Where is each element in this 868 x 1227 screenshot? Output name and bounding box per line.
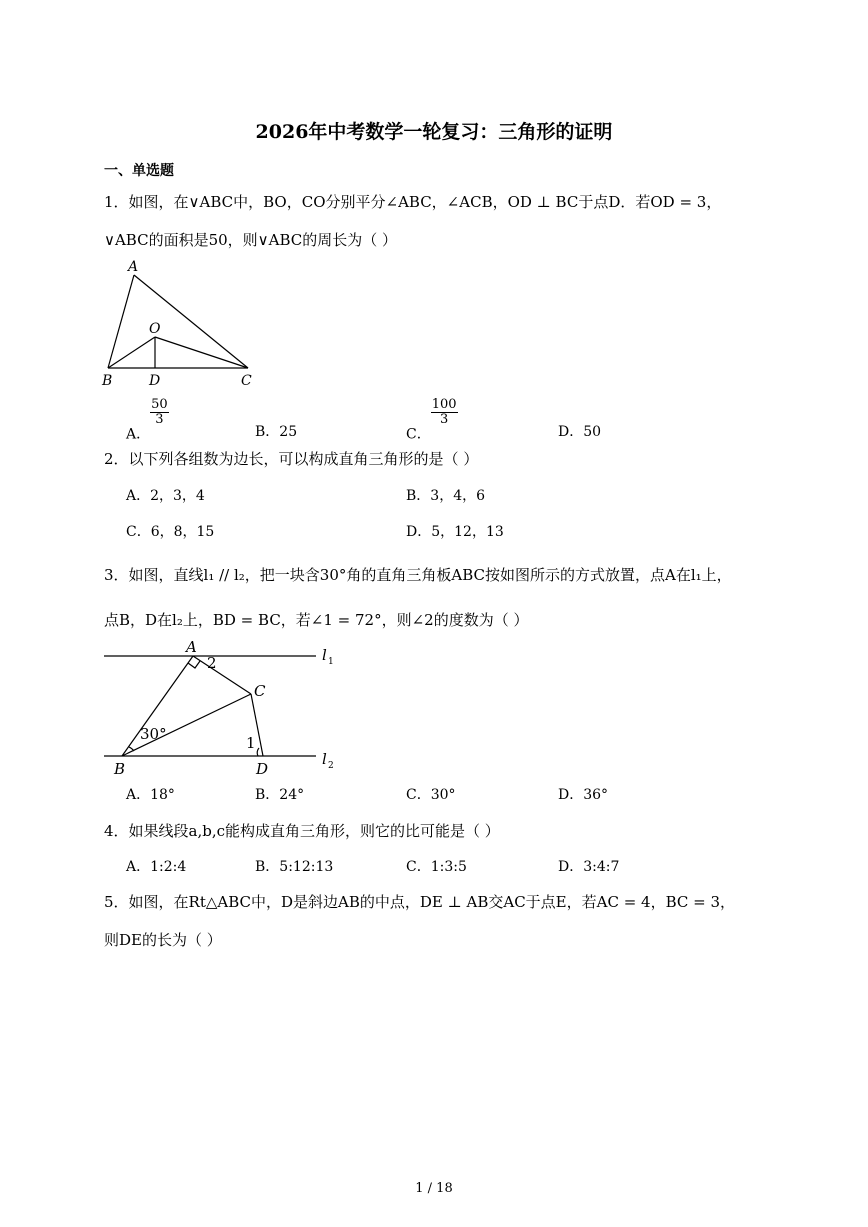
q1-option-a-label: A． xyxy=(126,426,151,443)
q1-label-c: C xyxy=(241,373,252,389)
q1-label-d: D xyxy=(149,373,161,389)
q1-option-c[interactable] xyxy=(406,398,458,444)
q3-stem-line2: 点B，D在l₂上，BD = BC，若∠1 = 72°，则∠2的度数为（ ） xyxy=(104,611,529,629)
q2-option-d[interactable]: D．5，12，13 xyxy=(406,524,504,540)
q3-label-l1-sub: 1 xyxy=(328,657,334,667)
q1-label-a: A xyxy=(128,259,139,275)
page-number: 1 / 18 xyxy=(415,1181,453,1196)
q4-option-b[interactable]: B．5:12:13 xyxy=(255,859,334,875)
q3-label-l2-sub: 2 xyxy=(328,761,334,771)
q3-label-l2: l xyxy=(322,750,327,768)
q1-stem-line1: 1．如图，在∨ABC中，BO，CO分别平分∠ABC，∠ACB，OD ⊥ BC于点D．若OD = 3， xyxy=(104,193,722,211)
q1-option-d[interactable]: D．50 xyxy=(558,424,602,440)
q1-option-c-fraction xyxy=(431,398,458,427)
q1-label-o: O xyxy=(149,321,161,337)
q1-label-b: B xyxy=(102,373,113,389)
q1-option-c-numerator: 100 xyxy=(431,397,457,412)
q3-figure xyxy=(98,636,348,782)
q2-option-c[interactable]: C．6，8，15 xyxy=(126,524,215,540)
q4-option-a[interactable]: A．1:2:4 xyxy=(126,859,187,875)
q5-stem-line1: 5．如图，在Rt△ABC中，D是斜边AB的中点，DE ⊥ AB交AC于点E，若AC = 4，BC = 3， xyxy=(104,893,736,911)
q1-stem-line2: ∨ABC的面积是50，则∨ABC的周长为（ ） xyxy=(104,231,398,249)
q1-figure xyxy=(98,255,268,390)
q3-label-l1: l xyxy=(322,646,327,664)
q3-option-d[interactable]: D．36° xyxy=(558,787,609,803)
q3-angle-1: 1 xyxy=(246,734,256,752)
q2-stem: 2．以下列各组数为边长，可以构成直角三角形的是（ ） xyxy=(104,450,479,468)
q3-label-b: B xyxy=(114,760,126,778)
q1-option-b[interactable]: B．25 xyxy=(255,424,298,440)
q1-option-c-label: C． xyxy=(406,426,431,443)
q5-stem-line2: 则DE的长为（ ） xyxy=(104,931,222,949)
q3-label-a: A xyxy=(186,638,197,656)
q3-label-d: D xyxy=(256,760,269,778)
q4-option-d[interactable]: D．3:4:7 xyxy=(558,859,620,875)
q3-option-c[interactable]: C．30° xyxy=(406,787,456,803)
q1-option-a-denominator: 3 xyxy=(155,412,164,427)
section-heading: 一、单选题 xyxy=(104,163,174,179)
q1-option-a-numerator: 50 xyxy=(151,397,168,412)
q2-option-b[interactable]: B．3，4，6 xyxy=(406,488,486,504)
q1-option-c-denominator: 3 xyxy=(439,412,449,427)
document-title: 2026年中考数学一轮复习：三角形的证明 xyxy=(255,121,613,143)
q4-stem: 4．如果线段a,b,c能构成直角三角形，则它的比可能是（ ） xyxy=(104,822,500,840)
q3-angle-30: 30° xyxy=(140,725,167,743)
q1-option-a[interactable] xyxy=(126,398,169,444)
q3-option-a[interactable]: A．18° xyxy=(126,787,175,803)
q3-label-c: C xyxy=(254,682,266,700)
q1-option-a-fraction xyxy=(150,398,169,427)
q3-option-b[interactable]: B．24° xyxy=(255,787,305,803)
q3-angle-2: 2 xyxy=(207,654,217,672)
q2-option-a[interactable]: A．2，3，4 xyxy=(126,488,205,504)
q3-stem-line1: 3．如图，直线l₁ // l₂，把一块含30°角的直角三角板ABC按如图所示的方式放置，点A在l₁上， xyxy=(104,566,732,584)
q4-option-c[interactable]: C．1:3:5 xyxy=(406,859,467,875)
